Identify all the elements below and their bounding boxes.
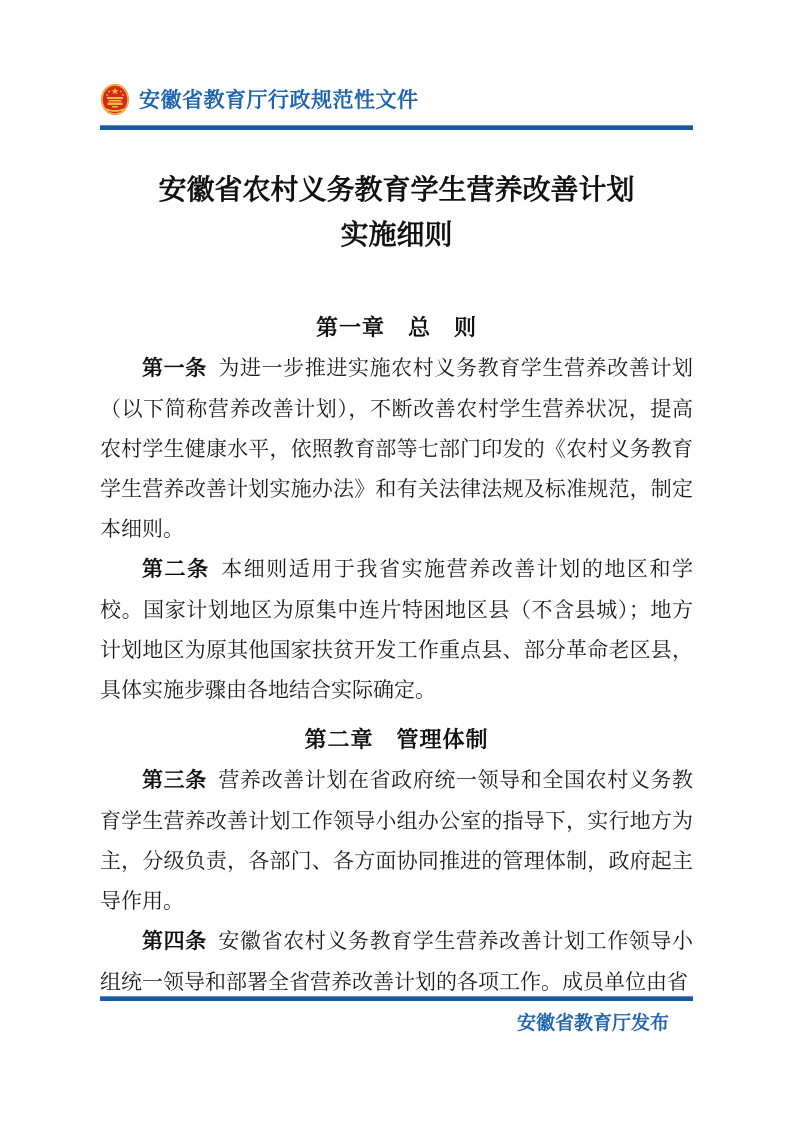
publisher-label: 安徽省教育厅发布 <box>516 1013 669 1034</box>
article-1-text: 为进一步推进实施农村义务教育学生营养改善计划（以下简称营养改善计划），不断改善农村学生营养状况，提高农村学生健康水平，依照教育部等七部门印发的《农村义务教育学生营养改善计划实施办法》和有关法律法规及标准规范，制定本细则。 <box>100 356 694 541</box>
header-divider <box>100 125 693 130</box>
article-2-text: 本细则适用于我省实施营养改善计划的地区和学校。国家计划地区为原集中连片特困地区县（不含县城）；地方计划地区为原其他国家扶贫开发工作重点县、部分革命老区县，具体实施步骤由各地结合实际确定。 <box>100 557 693 702</box>
article-3-text: 营养改善计划在省政府统一领导和全国农村义务教育学生营养改善计划工作领导小组办公室的指导下，实行地方为主，分级负责，各部门、各方面协同推进的管理体制，政府起主导作用。 <box>100 768 694 913</box>
document-title-line1: 安徽省农村义务教育学生营养改善计划 <box>158 175 635 206</box>
header-label: 安徽省教育厅行政规范性文件 <box>139 89 419 112</box>
document-header <box>100 82 693 130</box>
article-3-number: 第三条 <box>142 769 207 792</box>
header-row <box>100 82 693 116</box>
chapter-2-heading: 第二章 管理体制 <box>304 727 489 752</box>
article-4-text: 安徽省农村义务教育学生营养改善计划工作领导小组统一领导和部署全省营养改善计划的各项工作。成员单位由省 <box>100 929 694 994</box>
footer-divider <box>100 996 693 1001</box>
article-3-paragraph <box>100 760 693 921</box>
document-title-line2: 实施细则 <box>340 220 453 251</box>
chapter-1 <box>100 308 693 710</box>
document-title <box>100 168 693 258</box>
document-footer <box>100 996 693 1035</box>
chapter-1-heading: 第一章 总 则 <box>315 315 477 340</box>
article-1-number: 第一条 <box>142 357 207 380</box>
document-content <box>100 0 693 1002</box>
article-1-paragraph <box>100 348 693 549</box>
chapter-2 <box>100 720 693 1002</box>
article-2-number: 第二条 <box>142 558 210 581</box>
national-emblem-icon <box>100 83 130 116</box>
article-4-number: 第四条 <box>142 930 207 953</box>
article-2-paragraph <box>100 549 693 710</box>
article-4-paragraph <box>100 921 693 1002</box>
